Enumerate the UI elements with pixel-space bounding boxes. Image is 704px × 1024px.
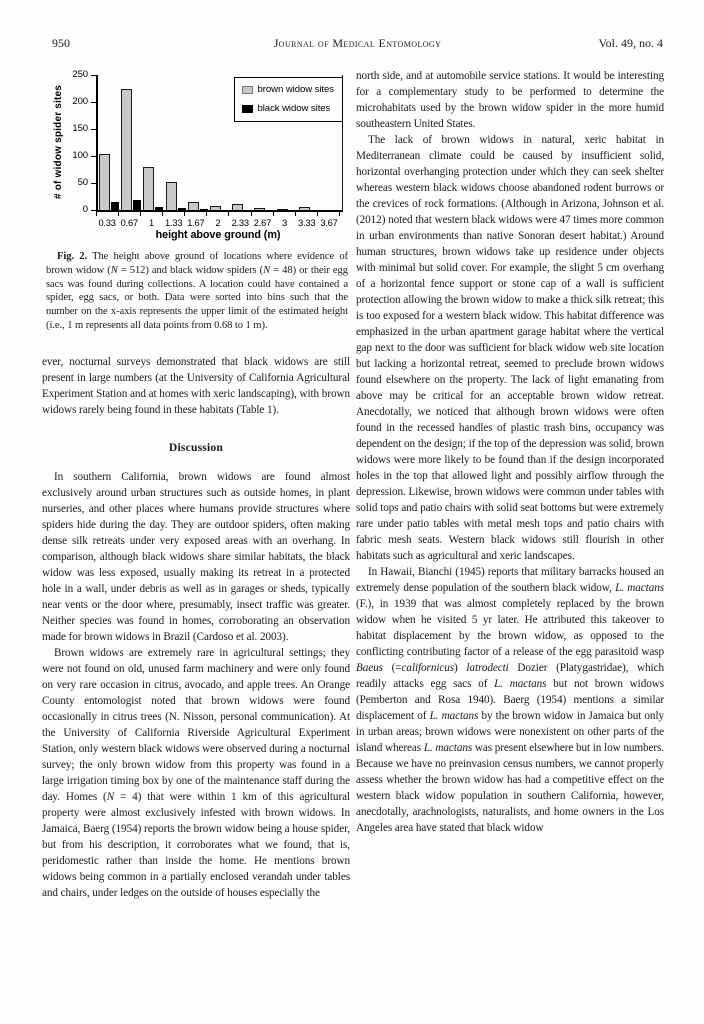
bar-chart bbox=[50, 68, 350, 240]
y-tick bbox=[66, 205, 96, 215]
x-axis-label: height above ground (m) bbox=[155, 229, 281, 241]
bar-brown-widow bbox=[166, 182, 177, 210]
bar-brown-widow bbox=[121, 89, 132, 211]
running-head bbox=[52, 36, 663, 52]
page-number: 950 bbox=[52, 36, 70, 50]
y-tick-label: 200 bbox=[72, 96, 88, 107]
volume-info: Vol. 49, no. 4 bbox=[598, 36, 663, 50]
y-tick bbox=[66, 97, 96, 107]
x-tick-label: 0.67 bbox=[120, 218, 138, 228]
bar-brown-widow bbox=[254, 208, 265, 210]
y-tick bbox=[66, 178, 96, 188]
legend-label: black widow sites bbox=[257, 103, 331, 114]
x-tick-label: 1.33 bbox=[165, 218, 183, 228]
y-tick bbox=[66, 70, 96, 80]
y-tick-label: 100 bbox=[72, 150, 88, 161]
legend-swatch bbox=[242, 105, 253, 113]
chart-legend bbox=[234, 77, 344, 122]
figure-caption-label: Fig. 2. bbox=[57, 251, 88, 262]
bar-brown-widow bbox=[143, 167, 154, 210]
bar-black-widow bbox=[111, 202, 119, 210]
figure-caption-text: The height above ground of locations where evidence of brown widow (N = 512) and black widow spiders (N = 48) or their egg sacs was found during collections. A location could have contained a spider, egg sacs, or both. Data were sorted into bins such that the number on the x-axis represents the upper limit of the estimated height (i.e., 1 m represents all data points from 0.68 to 1 m). bbox=[46, 251, 348, 331]
bar-black-widow bbox=[178, 208, 186, 210]
bar-group bbox=[142, 75, 164, 210]
bar-group bbox=[165, 75, 187, 210]
paragraph: ever, nocturnal surveys demonstrated that black widows are still present in large numbers (at the University of California Agricultural Experiment Station and at homes with xeric landscaping), with brown widows rarely being found in these habitats (Table 1). bbox=[42, 355, 350, 416]
bar-group bbox=[98, 75, 120, 210]
x-tick-label: 1 bbox=[148, 218, 154, 228]
x-tick-label: 3 bbox=[282, 218, 288, 228]
legend-item bbox=[242, 82, 335, 98]
y-tick-label: 250 bbox=[72, 69, 88, 80]
bar-group bbox=[209, 75, 231, 210]
chart-y-axis bbox=[66, 69, 96, 215]
paragraph: Brown widows are extremely rare in agricultural settings; they were not found on old, unused farm machinery and were only found on very rare occasion in citrus, avocado, and apple trees. An Orange County entomologist noted that brown widows were found occasionally in citrus trees (N. Nisson, personal communication). At the University of California Riverside Agricultural Experiment Station, only western black widows were observed during a nocturnal survey; the only brown widow from this property was found in a large irrigation timing box by one of the maintenance staff during the day. Homes (N = 4) that were within 1 km of this agricultural property were almost exclusively infested with brown widows. In Jamaica, Baerg (1954) reports the brown widow being a house spider, but from his description, it corroborates what we found, that is, peridomestic rather than inside the home. He mentions brown widows being common in a partially enclosed verandah under tables and chairs, under ledges on the outside of houses especially the bbox=[42, 646, 350, 899]
figure-2 bbox=[42, 68, 350, 333]
legend-item bbox=[242, 101, 335, 117]
y-axis-label: # of widow spider sites bbox=[53, 84, 64, 200]
bar-brown-widow bbox=[99, 154, 110, 210]
bar-brown-widow bbox=[232, 204, 243, 210]
paragraph: In Hawaii, Bianchi (1945) reports that military barracks housed an extremely dense population of the southern black widow, L. mactans (F.), in 1939 that was almost completely replaced by the brown widow when he visited 5 yr later. He attributed this takeover to habitat displacement by the brown widow, as opposed to the conflicting contributing factor of a release of the egg parasitoid wasp Baeus (=californicus) latrodecti Dozier (Platygastridae), which readily attacks egg sacs of L. mactans but not brown widows (Pemberton and Rosa 1940). Baerg (1954) mentions a similar displacement of L. mactans by the brown widow in Jamaica but only in urban areas; brown widows were nonexistent on other parts of the island whereas L. mactans was present elsewhere but in low numbers. Because we have no preinvasion census numbers, we cannot properly assess whether the brown widow has had a competitive effect on the western black widow population in southern California, however, anecdotally, arachnologists, naturalists, and home owners in the Los Angeles area have stated that black widow bbox=[356, 566, 664, 834]
bar-brown-widow bbox=[299, 207, 310, 210]
x-tick-label: 1.67 bbox=[187, 218, 205, 228]
x-tick-label: 3.67 bbox=[320, 218, 338, 228]
paragraph: The lack of brown widows in natural, xeric habitat in Mediterranean climate could be caused by insufficient solid, horizontal overhanging protection under which they can seek shelter whereas western black widows choose abandoned rodent burrows or the crevices of rock formations. (Although in Arizona, Johnson et al. (2012) noted that western black widows were 47 times more common in urban environments than native Sonoran desert habitat.) Around human structures, brown widows take up residence under objects with minimal but solid cover. For example, the slight 5 cm overhang of a horizontal fence support or stone cap of a wall is sufficient protection allowing the brown widow to make a thick silk retreat; this is too exposed for a western black widow. This habitat difference was emphasized in the urban apartment garage habitat where the vertical gap next to the door was sufficient for black widow web site location but lacking a horizontal retreat, seemed to preclude brown widows found elsewhere on the property. The lack of light emanating from above may be critical for an acceptable brown widow retreat. Anecdotally, we noticed that although brown widows were often found in the recessed handles of plastic trash bins, occupancy was dependent on the design; if the top of the depression was solid, brown widows were more likely to be found than if the design incorporated holes in the top that allowed light and possibly airflow through the depression. Likewise, brown widows were common under tables with solid tops and patio chairs with solid seat bottoms but were extremely rare under patio tables with metal mesh tops and patio chairs with fabric mesh seats. Western black widows still flourish in other habitats such as agricultural and xeric landscapes. bbox=[356, 134, 664, 562]
legend-swatch bbox=[242, 86, 253, 94]
x-tick-label: 2.33 bbox=[231, 218, 249, 228]
x-tick-label: 3.33 bbox=[298, 218, 316, 228]
paragraph: In southern California, brown widows are found almost exclusively around urban structures such as outside homes, in plant nurseries, and other places where humans provide structures where spiders hide during the day. They are outdoor spiders, often making dense silk retreats under very exposed areas with an overhang. In comparison, although black widows share similar habitats, the black widow was less exposed, usually making its retreat in a protected hole in a wall, under debris as well as in garages or sheds, typically near vents or the door where, presumably, insect traffic was greater. Neither species was found in homes, corroborating an observation made for brown widows in Brazil (Cardoso et al. 2003). bbox=[42, 470, 350, 643]
legend-label: brown widow sites bbox=[257, 84, 334, 95]
y-tick-label: 0 bbox=[82, 204, 88, 215]
x-tick-label: 0.33 bbox=[98, 218, 116, 228]
figure-caption bbox=[46, 250, 348, 333]
bar-group bbox=[120, 75, 142, 210]
bar-black-widow bbox=[200, 209, 208, 210]
y-tick-label: 150 bbox=[72, 123, 88, 134]
y-tick-label: 50 bbox=[77, 177, 88, 188]
paragraph: north side, and at automobile service stations. It would be interesting for a complementary study to be performed to determine the microhabitats used by the brown widow spider in the more humid southeastern United States. bbox=[356, 70, 664, 130]
journal-title: Journal of Medical Entomology bbox=[273, 36, 442, 50]
x-tick-label: 2.67 bbox=[253, 218, 272, 228]
section-heading: Discussion bbox=[168, 440, 224, 454]
bar-group bbox=[187, 75, 209, 210]
x-tick-label: 2 bbox=[215, 218, 221, 228]
y-tick bbox=[66, 151, 96, 161]
right-column bbox=[356, 68, 664, 836]
bar-black-widow bbox=[155, 207, 163, 210]
bar-brown-widow bbox=[210, 206, 221, 210]
left-column bbox=[42, 68, 350, 901]
y-tick bbox=[66, 124, 96, 134]
bar-black-widow bbox=[133, 200, 141, 210]
bar-brown-widow bbox=[188, 202, 199, 210]
bar-brown-widow bbox=[277, 209, 288, 210]
